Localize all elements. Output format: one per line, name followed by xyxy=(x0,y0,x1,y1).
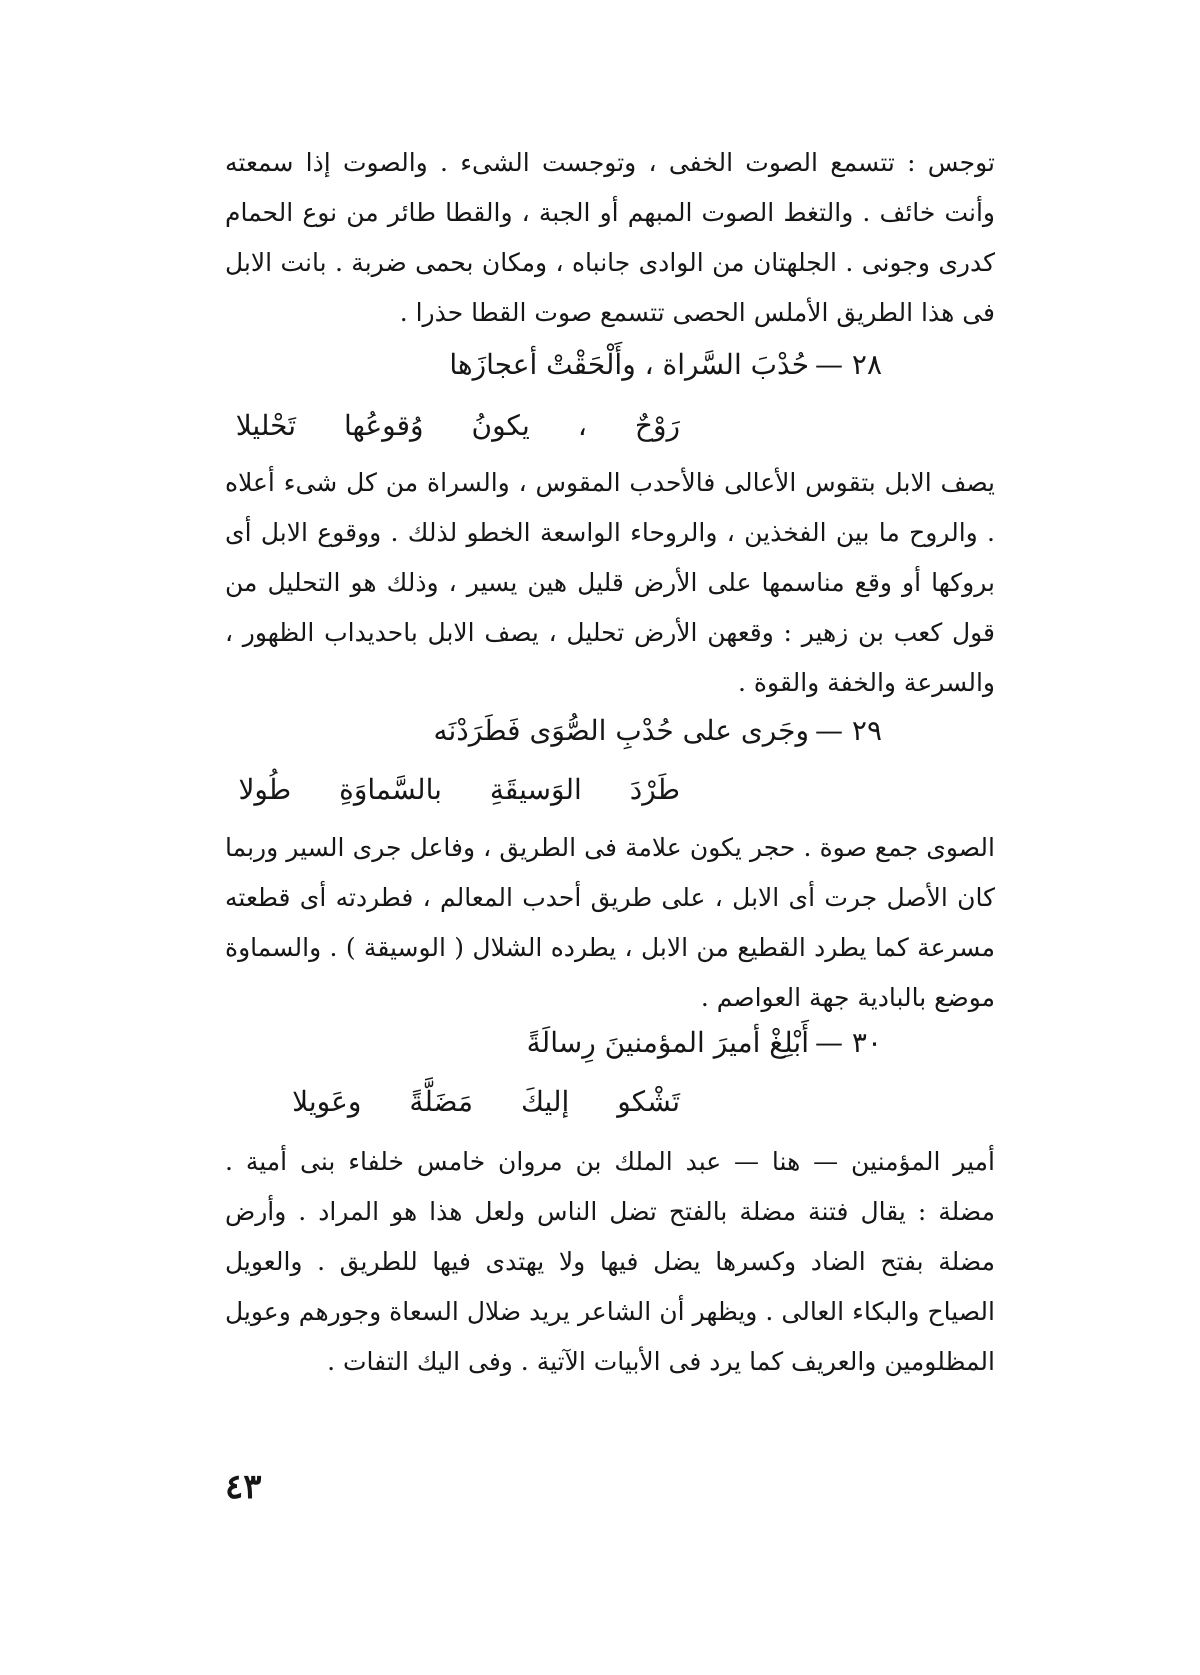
verse-word: وُقوعُها xyxy=(344,409,424,442)
commentary-paragraph: يصف الابل بتقوس الأعالى فالأحدب المقوس ، والسراة من كل شىء أعلاه . والروح ما بين الفخذين ، والروحاء الواسعة الخطو لذلك . ووقوع الابل أى بروكها أو وقع مناسمها على الأرض قليل هين يسير ، وذلك هو التحليل من قول كعب بن زهير : وقعهن الأرض تحليل ، يصف الابل باحديداب الظهور ، والسرعة والخفة والقوة . xyxy=(225,468,995,697)
verse-word: يكونُ xyxy=(471,409,530,442)
verse-text: وجَرى على حُدْبِ الصُّوَى فَطَرَدْنَه xyxy=(433,714,810,747)
verse-word: إليكَ xyxy=(520,1085,570,1118)
verse-second-hemistich xyxy=(236,401,680,451)
verse-text: أَبْلِغْ أميرَ المؤمنينَ رِسالَةً xyxy=(526,1026,810,1059)
verse-number: ٢٨ — xyxy=(815,348,882,381)
verse-text: حُدْبَ السَّراة ، وأَلْحَقْتْ أعجازَها xyxy=(449,348,810,381)
commentary-paragraph: توجس : تتسمع الصوت الخفى ، وتوجست الشىء . والصوت إذا سمعته وأنت خائف . والتغط الصوت المبهم أو الجبة ، والقطا طائر من نوع الحمام كدرى وجونى . الجلهتان من الوادى جانباه ، ومكان بحمى ضربة . بانت الابل فى هذا الطريق الأملس الحصى تتسمع صوت القطا حذرا . xyxy=(225,148,995,327)
verse-number: ٣٠ — xyxy=(815,1026,882,1059)
verse-word: طُولا xyxy=(238,773,292,806)
verse-word: مَضَلَّةً xyxy=(409,1085,473,1118)
verse-word: الوَسيقَةِ xyxy=(489,773,582,806)
page-number: ٤٣ xyxy=(225,1467,262,1507)
verse-word: بالسَّماوَةِ xyxy=(339,773,442,806)
verse-second-hemistich xyxy=(238,765,680,815)
verse-word: طَرْدَ xyxy=(629,773,680,806)
verse-word: وعَويلا xyxy=(292,1085,362,1118)
verse-second-hemistich xyxy=(292,1077,680,1127)
verse-first-hemistich xyxy=(527,1018,882,1068)
verse-word: ، xyxy=(577,409,587,442)
verse-number: ٢٩ — xyxy=(815,714,882,747)
verse-first-hemistich xyxy=(449,340,882,390)
verse-word: تَحْليلا xyxy=(235,409,297,442)
commentary-paragraph: أمير المؤمنين — هنا — عبد الملك بن مروان خامس خلفاء بنى أمية . مضلة : يقال فتنة مضلة بالفتح تضل الناس ولعل هذا هو المراد . وأرض مضلة بفتح الضاد وكسرها يضل فيها ولا يهتدى فيها للطريق . والعويل الصياح والبكاء العالى . ويظهر أن الشاعر يريد ضلال السعاة وجورهم وعويل المظلومين والعريف كما يرد فى الأبيات الآتية . وفى اليك التفات . xyxy=(225,1147,996,1376)
verse-word: تَشْكو xyxy=(617,1085,680,1118)
verse-first-hemistich xyxy=(433,706,882,756)
verse-word: رَوْحٌ xyxy=(634,409,680,442)
commentary-paragraph: الصوى جمع صوة . حجر يكون علامة فى الطريق ، وفاعل جرى السير وربما كان الأصل جرت أى الابل ، على طريق أحدب المعالم ، فطردته أى قطعته مسرعة كما يطرد القطيع من الابل ، يطرده الشلال ( الوسيقة ) . والسماوة موضع بالبادية جهة العواصم . xyxy=(225,833,995,1012)
